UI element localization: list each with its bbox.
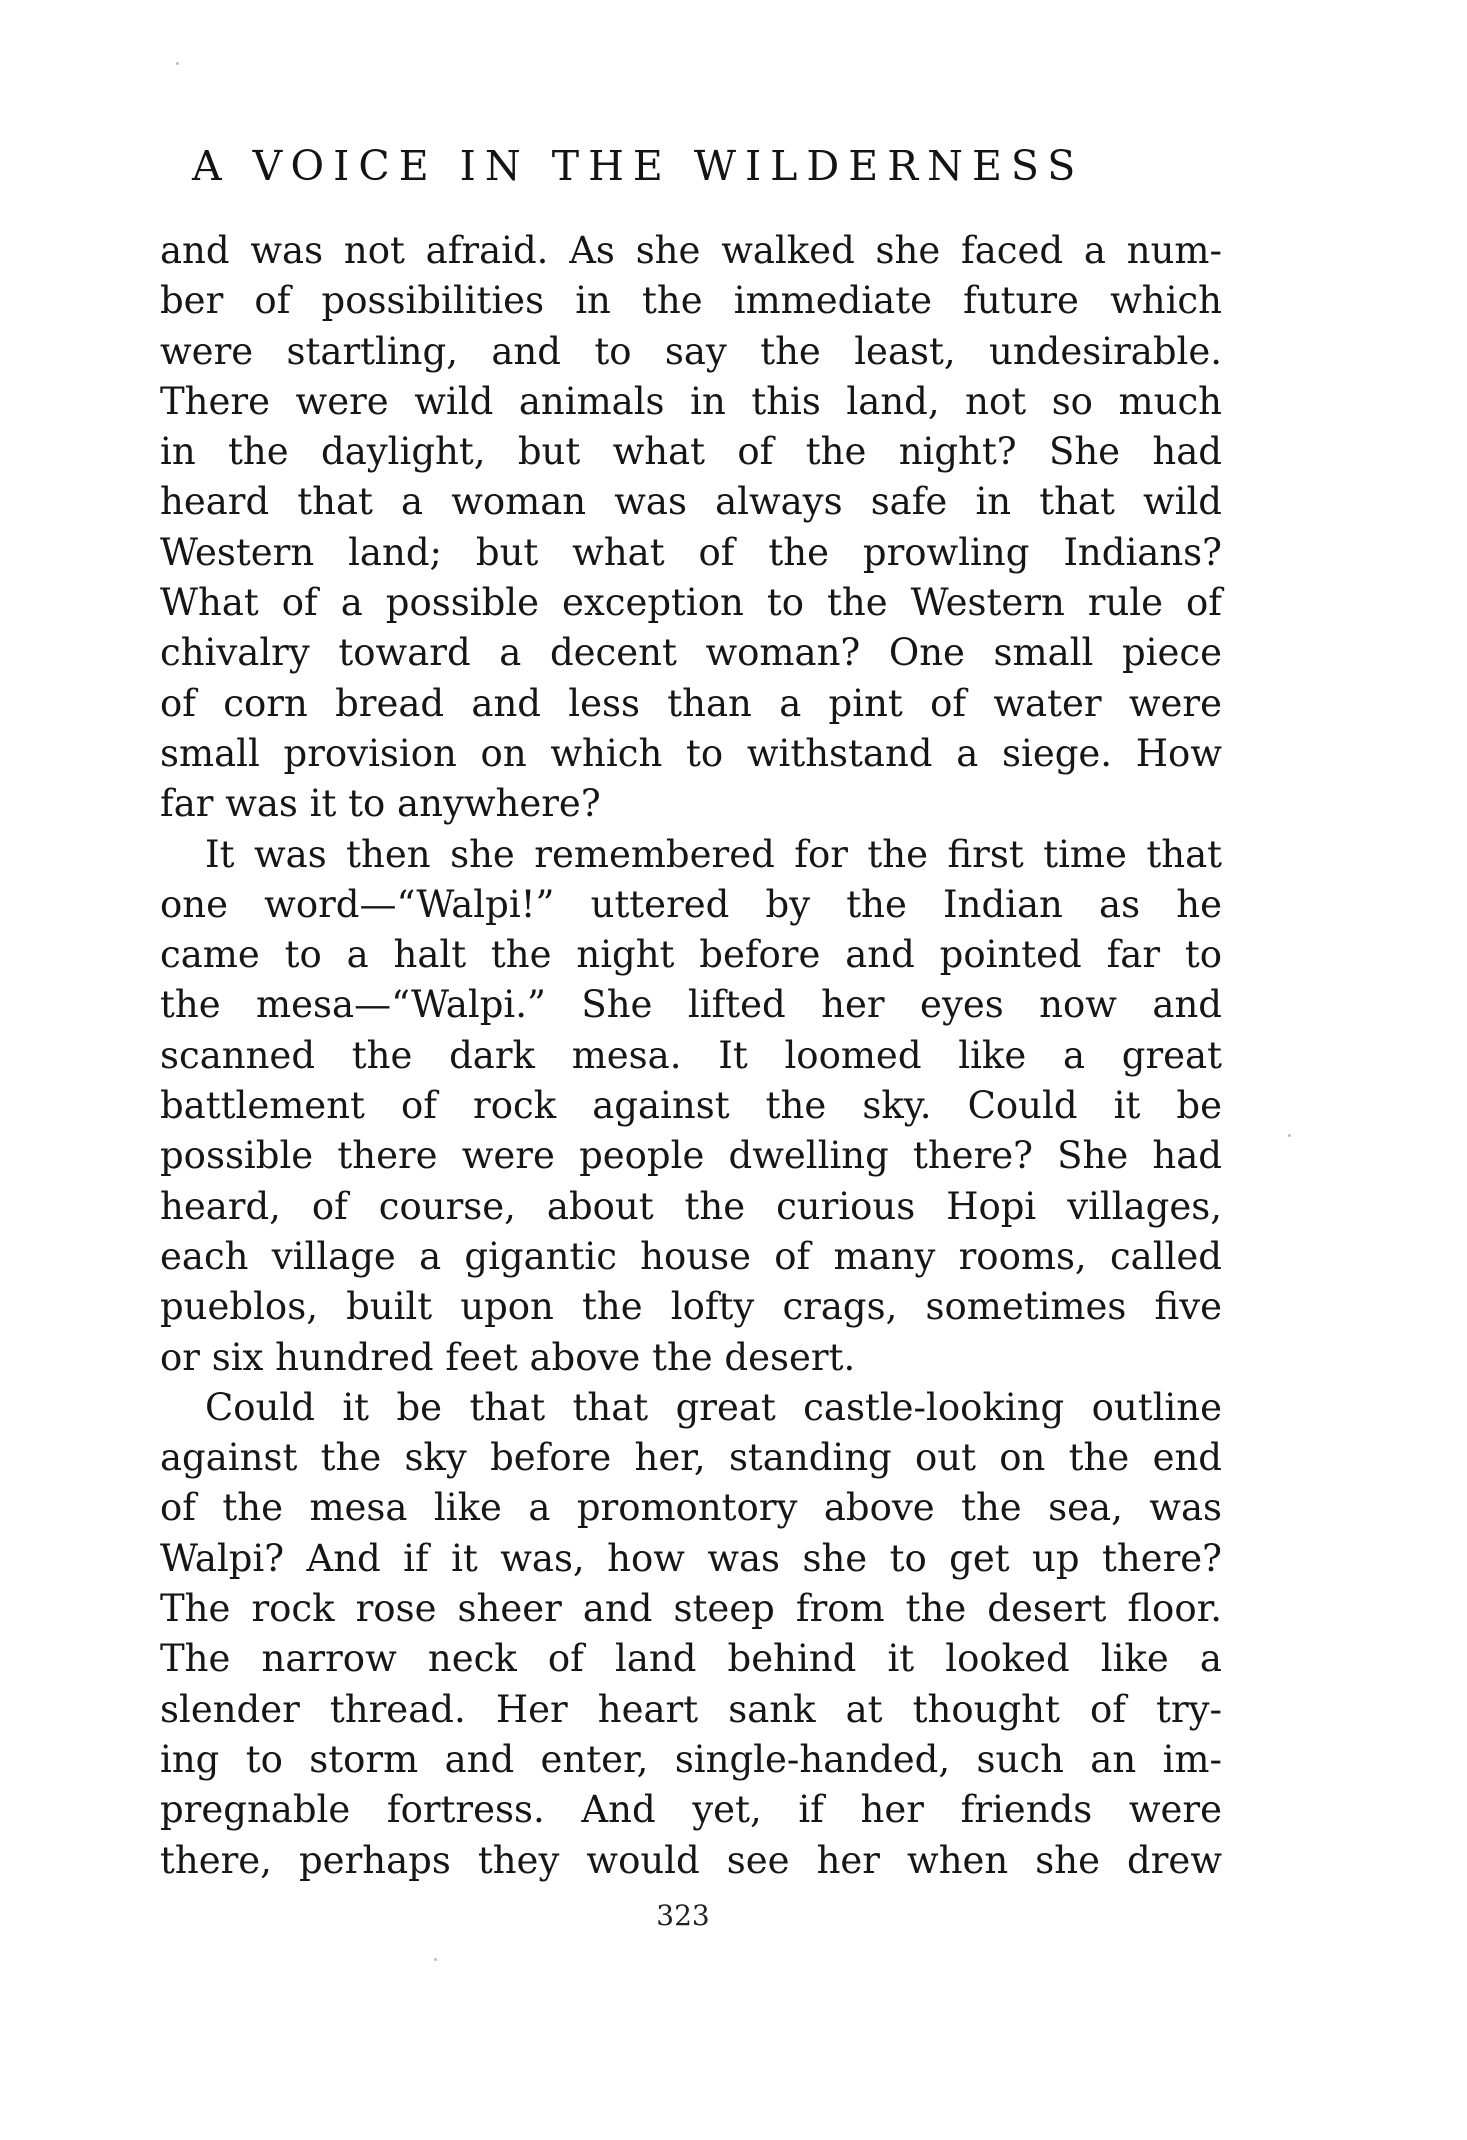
text-line: heard, of course, about the curious Hopi villages,	[160, 1184, 1222, 1228]
text-line: in the daylight, but what of the night? She had	[160, 430, 1222, 474]
text-line: pregnable fortress. And yet, if her friends were	[160, 1788, 1222, 1832]
running-head: A VOICE IN THE WILDERNESS	[192, 142, 1085, 190]
text-line: far was it to anywhere?	[160, 782, 601, 826]
text-line: there, perhaps they would see her when she drew	[160, 1838, 1222, 1882]
text-line: ing to storm and enter, single-handed, such an im-	[160, 1737, 1222, 1781]
text-line: and was not afraid. As she walked she faced a num-	[160, 229, 1222, 272]
scan-speck	[434, 1958, 437, 1961]
text-line: or six hundred feet above the desert.	[160, 1335, 856, 1379]
text-line: pueblos, built upon the lofty crags, sometimes five	[160, 1285, 1222, 1329]
text-line: Western land; but what of the prowling Indians?	[160, 530, 1222, 574]
text-line: possible there were people dwelling there? She had	[160, 1134, 1222, 1178]
text-line: Walpi? And if it was, how was she to get up there?	[160, 1536, 1222, 1580]
text-line: scanned the dark mesa. It loomed like a great	[160, 1033, 1222, 1077]
text-line: Could it be that that great castle-looking outline	[205, 1385, 1222, 1429]
text-line: ber of possibilities in the immediate future which	[160, 279, 1222, 323]
text-line: came to a halt the night before and pointed far to	[160, 933, 1222, 977]
text-line: There were wild animals in this land, not so much	[160, 379, 1222, 423]
paragraph-2	[160, 830, 1222, 1383]
text-line: The rock rose sheer and steep from the desert floor.	[160, 1587, 1222, 1631]
text-line: It was then she remembered for the first time that	[205, 832, 1222, 876]
body-text	[160, 226, 1222, 1886]
scan-speck	[176, 62, 179, 65]
paragraph-1	[160, 226, 1222, 830]
text-line: slender thread. Her heart sank at thought of try-	[160, 1687, 1222, 1731]
text-line: against the sky before her, standing out on the end	[160, 1436, 1222, 1480]
page-number: 323	[656, 1899, 710, 1932]
text-line: What of a possible exception to the Western rule of	[160, 581, 1222, 625]
text-line: of the mesa like a promontory above the sea, was	[160, 1486, 1222, 1530]
text-line: each village a gigantic house of many rooms, called	[160, 1234, 1222, 1278]
text-line: were startling, and to say the least, undesirable.	[160, 329, 1222, 373]
text-line: one word—“Walpi!” uttered by the Indian as he	[160, 882, 1222, 926]
text-line: of corn bread and less than a pint of water were	[160, 681, 1222, 725]
scan-speck	[1288, 1134, 1291, 1137]
text-line: The narrow neck of land behind it looked like a	[160, 1637, 1222, 1681]
text-line: small provision on which to withstand a siege. How	[160, 731, 1222, 775]
text-line: the mesa—“Walpi.” She lifted her eyes now and	[160, 983, 1222, 1027]
text-line: heard that a woman was always safe in that wild	[160, 480, 1222, 524]
paragraph-3	[160, 1383, 1222, 1886]
text-line: battlement of rock against the sky. Could it be	[160, 1084, 1222, 1128]
text-line: chivalry toward a decent woman? One small piece	[160, 631, 1222, 675]
